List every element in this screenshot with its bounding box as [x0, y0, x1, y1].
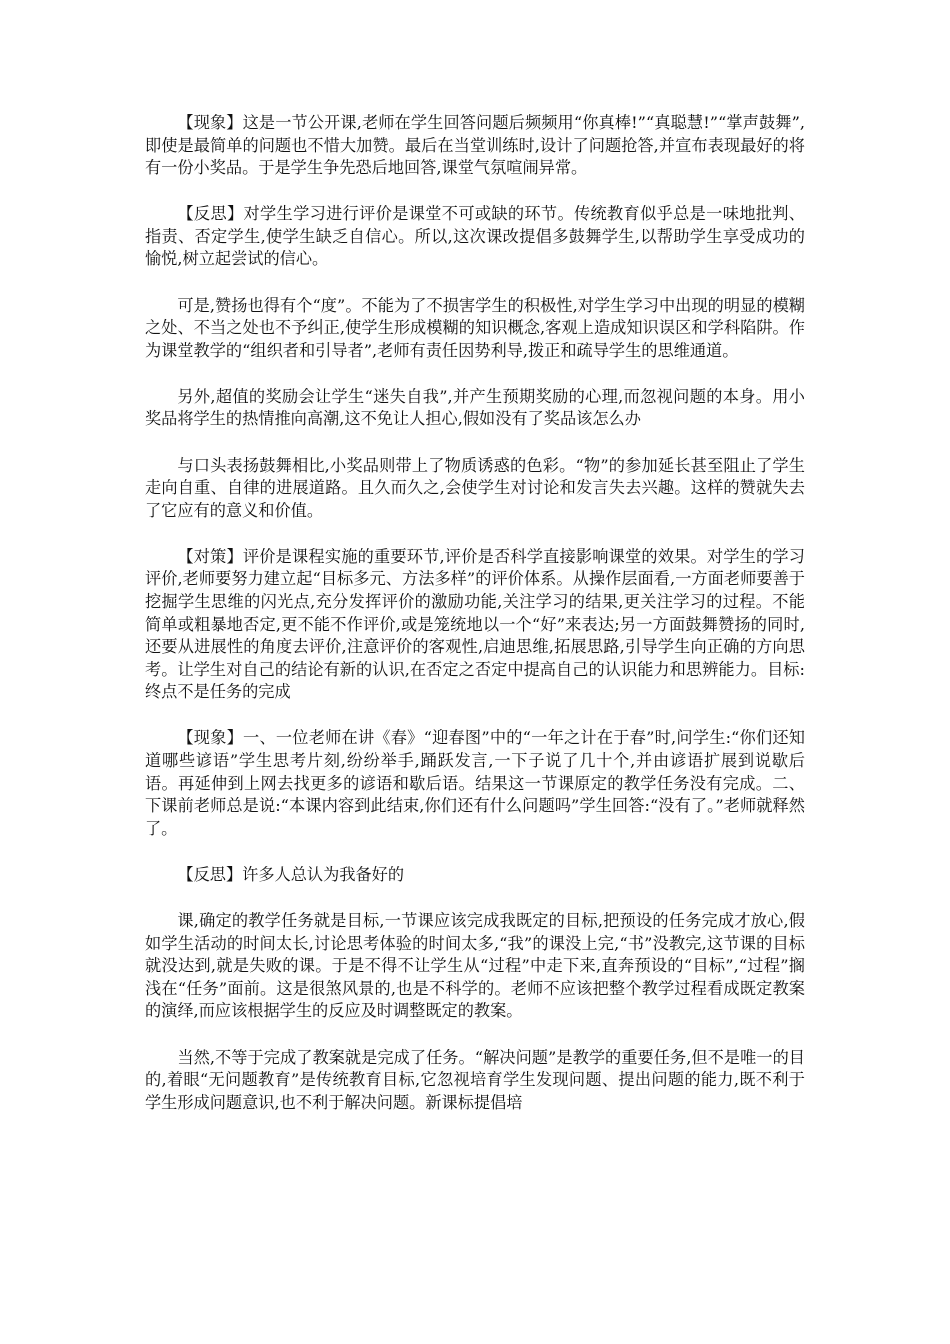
paragraph-reward-concern: 另外,超值的奖励会让学生“迷失自我”,并产生预期奖励的心理,而忽视问题的本身。用小奖品将学生的热情推向高潮,这不免让人担心,假如没有了奖品该怎么办 [145, 386, 805, 429]
paragraph-lesson-goal: 课,确定的教学任务就是目标,一节课应该完成我既定的目标,把预设的任务完成才放心,假如学生活动的时间太长,讨论思考体验的时间太多,“我”的课没上完,“书”没教完,这节课的目标就没达到,就是失败的课。于是不得不让学生从“过程”中走下来,直奔预设的“目标”,“过程”搁浅在“任务”面前。这是很煞风景的,也是不科学的。老师不应该把整个教学过程看成既定教案的演绎,而应该根据学生的反应及时调整既定的教案。 [145, 911, 805, 1021]
paragraph-reflection-1: 【反思】对学生学习进行评价是课堂不可或缺的环节。传统教育似乎总是一味地批判、指责、否定学生,使学生缺乏自信心。所以,这次课改提倡多鼓舞学生,以帮助学生享受成功的愉悦,树立起尝试的信心。 [145, 204, 805, 269]
paragraph-phenomenon-1: 【现象】这是一节公开课,老师在学生回答问题后频频用“你真棒!”“真聪慧!”“掌声鼓舞”,即使是最简单的问题也不惜大加赞。最后在当堂训练时,设计了问题抢答,并宣布表现最好的将有一份小奖品。于是学生争先恐后地回答,课堂气氛喧闹异常。 [145, 113, 805, 178]
paragraph-problem-solving: 当然,不等于完成了教案就是完成了任务。“解决问题”是教学的重要任务,但不是唯一的目的,着眼“无问题教育”是传统教育目标,它忽视培育学生发现问题、提出问题的能力,既不利于学生形成问题意识,也不利于解决问题。新课标提倡培 [145, 1047, 805, 1112]
document-page [145, 112, 805, 1138]
paragraph-strategy: 【对策】评价是课程实施的重要环节,评价是否科学直接影响课堂的效果。对学生的学习评价,老师要努力建立起“目标多元、方法多样”的评价体系。从操作层面看,一方面老师要善于挖掘学生思维的闪光点,充分发挥评价的激励功能,关注学习的结果,更关注学习的过程。不能简单或粗暴地否定,更不能不作评价,或是笼统地以一个“好”来表达;另一方面鼓舞赞扬的同时,还要从进展性的角度去评价,注意评价的客观性,启迪思维,拓展思路,引导学生向正确的方向思考。让学生对自己的结论有新的认识,在否定之否定中提高自己的认识能力和思辨能力。目标:终点不是任务的完成 [145, 546, 805, 702]
paragraph-praise-degree: 可是,赞扬也得有个“度”。不能为了不损害学生的积极性,对学生学习中出现的明显的模糊之处、不当之处也不予纠正,使学生形成模糊的知识概念,客观上造成知识误区和学科陷阱。作为课堂教学的“组织者和引导者”,老师有责任因势利导,拨正和疏导学生的思维通道。 [145, 295, 805, 360]
paragraph-phenomenon-2: 【现象】一、一位老师在讲《春》“迎春图”中的“一年之计在于春”时,问学生:“你们还知道哪些谚语”学生思考片刻,纷纷举手,踊跃发言,一下子说了几十个,并由谚语扩展到说歇后语。再延伸到上网去找更多的谚语和歇后语。结果这一节课原定的教学任务没有完成。二、下课前老师总是说:“本课内容到此结束,你们还有什么问题吗”学生回答:“没有了。”老师就释然了。 [145, 728, 805, 838]
paragraph-material-reward: 与口头表扬鼓舞相比,小奖品则带上了物质诱惑的色彩。“物”的参加延长甚至阻止了学生走向自重、自律的进展道路。且久而久之,会使学生对讨论和发言失去兴趣。这样的赞就失去了它应有的意义和价值。 [145, 455, 805, 520]
paragraph-reflection-2: 【反思】许多人总认为我备好的 [177, 864, 405, 884]
